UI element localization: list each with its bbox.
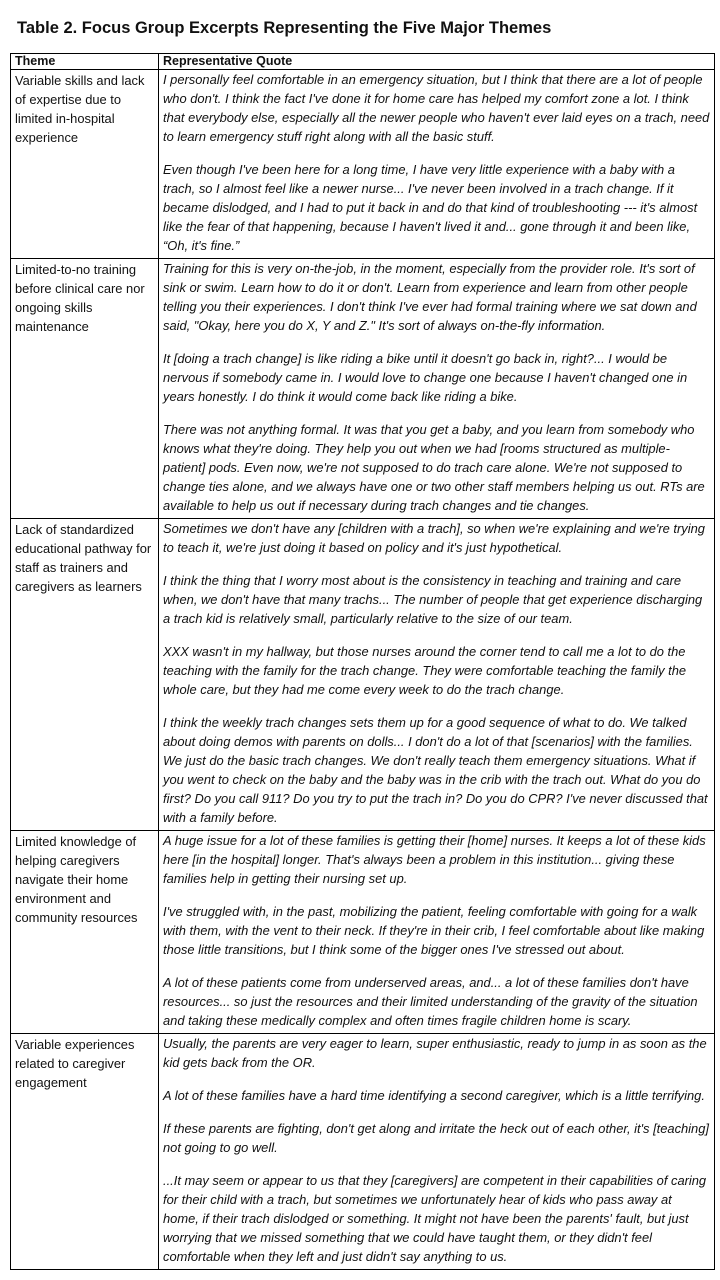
quote: I think the weekly trach changes sets them up for a good sequence of what to do. We talked about doing demos with parents on dolls... I don't do a lot of that [scenarios] with the families. We just do the basic trach changes. We don't really teach them emergency situations. What if you went to check on the baby and the baby was in the crib with the trach out. What do you do first? Do you call 911? Do you try to put the trach in? Do you do CPR? I've never discussed that with a family before.: [163, 715, 708, 825]
theme-cell: Limited-to-no training before clinical care nor ongoing skills maintenance: [11, 259, 159, 519]
quote: I've struggled with, in the past, mobilizing the patient, feeling comfortable with going for a walk with them, with the vent to their neck. If they're in their crib, I feel comfortable about like making those little transitions, but I think some of the bigger ones I've stressed out about.: [163, 904, 705, 957]
quote: I think the thing that I worry most about is the consistency in teaching and training and care when, we don't have that many trachs... The number of people that get experience discharging a trach kid is relatively small, particularly relative to the size of our team.: [163, 573, 703, 626]
quote: Sometimes we don't have any [children with a trach], so when we're explaining and we're trying to teach it, we're just doing it based on policy and it's just hypothetical.: [163, 521, 705, 555]
theme-cell: Variable experiences related to caregiver engagement: [11, 1034, 159, 1270]
header-theme: Theme: [11, 54, 159, 70]
theme-cell: Lack of standardized educational pathway for staff as trainers and caregivers as learners: [11, 519, 159, 831]
quote: Even though I've been here for a long time, I have very little experience with a baby with a trach, so I almost feel like a newer nurse... I've never been involved in a trach change. If it became dislodged, and I had to put it back in and do that kind of troubleshooting --- it's almost like the fear of that happening, because I haven't lived it and... gone through it and been like, “Oh, it's fine.”: [163, 162, 698, 253]
quote: Usually, the parents are very eager to learn, super enthusiastic, ready to jump in as soon as the kid gets back from the OR.: [163, 1036, 707, 1070]
quote: A lot of these patients come from underserved areas, and... a lot of these families don't have resources... so just the resources and their limited understanding of the gravity of the situation and taking these medically complex and often times fragile children home is scary.: [163, 975, 698, 1028]
quote: ...It may seem or appear to us that they [caregivers] are competent in their capabilities of caring for their child with a trach, but sometimes we unfortunately hear of kids who pass away at home, if their trach dislodged or something. It might not have been the parents' fault, but just worrying that we missed something that we could have taught them, or they didn't feel comfortable when they left and just didn't say anything to us.: [163, 1173, 707, 1264]
quote-cell: [159, 70, 715, 259]
table-row: [11, 1034, 715, 1270]
table-caption: Table 2. Focus Group Excerpts Representing the Five Major Themes: [17, 19, 552, 37]
quote: XXX wasn't in my hallway, but those nurses around the corner tend to call me a lot to do the teaching with the family for the trach change. They were comfortable teaching the family the whole care, but they had me come every week to do the trach change.: [163, 644, 687, 697]
quote: A lot of these families have a hard time identifying a second caregiver, which is a little terrifying.: [163, 1088, 705, 1103]
quote-cell: [159, 831, 715, 1034]
themes-table: [10, 53, 715, 1270]
table-header-row: [11, 54, 715, 70]
table-row: [11, 259, 715, 519]
quote-cell: [159, 519, 715, 831]
header-representative-quote: Representative Quote: [159, 54, 715, 70]
quote: I personally feel comfortable in an emergency situation, but I think that there are a lot of people who don't. I think the fact I've done it for home care has helped my comfort zone a lot. I think that everybody else, especially all the newer people who haven't ever laid eyes on a trach, need to learn emergency stuff right along with all the basic stuff.: [163, 72, 710, 144]
theme-cell: Limited knowledge of helping caregivers navigate their home environment and community resources: [11, 831, 159, 1034]
quote: If these parents are fighting, don't get along and irritate the heck out of each other, it's [teaching] not going to go well.: [163, 1121, 709, 1155]
table-row: [11, 831, 715, 1034]
quote-cell: [159, 1034, 715, 1270]
quote: There was not anything formal. It was that you get a baby, and you learn from somebody who knows what they're doing. They help you out when we had [rooms structured as multiple-patient] pods. Even now, we're not supposed to do trach care alone. We're not supposed to change ties alone, and we always have one or two other staff members helping us out. RTs are available to help us out if necessary during trach changes and tie changes.: [163, 422, 705, 513]
theme-cell: Variable skills and lack of expertise due to limited in-hospital experience: [11, 70, 159, 259]
table-row: [11, 70, 715, 259]
quote: It [doing a trach change] is like riding a bike until it doesn't go back in, right?... I would be nervous if somebody came in. I would love to change one because I haven't changed one in years honestly. I do think it would come back like riding a bike.: [163, 351, 688, 404]
quote: Training for this is very on-the-job, in the moment, especially from the provider role. It's sort of sink or swim. Learn how to do it or don't. Learn from experience and learn from other people telling you their experiences. I don't think I've ever had formal training where we sat down and said, "Okay, here you do X, Y and Z." It's sort of always on-the-fly information.: [163, 261, 697, 333]
quote: A huge issue for a lot of these families is getting their [home] nurses. It keeps a lot of these kids here [in the hospital] longer. That's always been a problem in this institution... giving these families help in getting their nursing set up.: [163, 833, 706, 886]
table-row: [11, 519, 715, 831]
quote-cell: [159, 259, 715, 519]
